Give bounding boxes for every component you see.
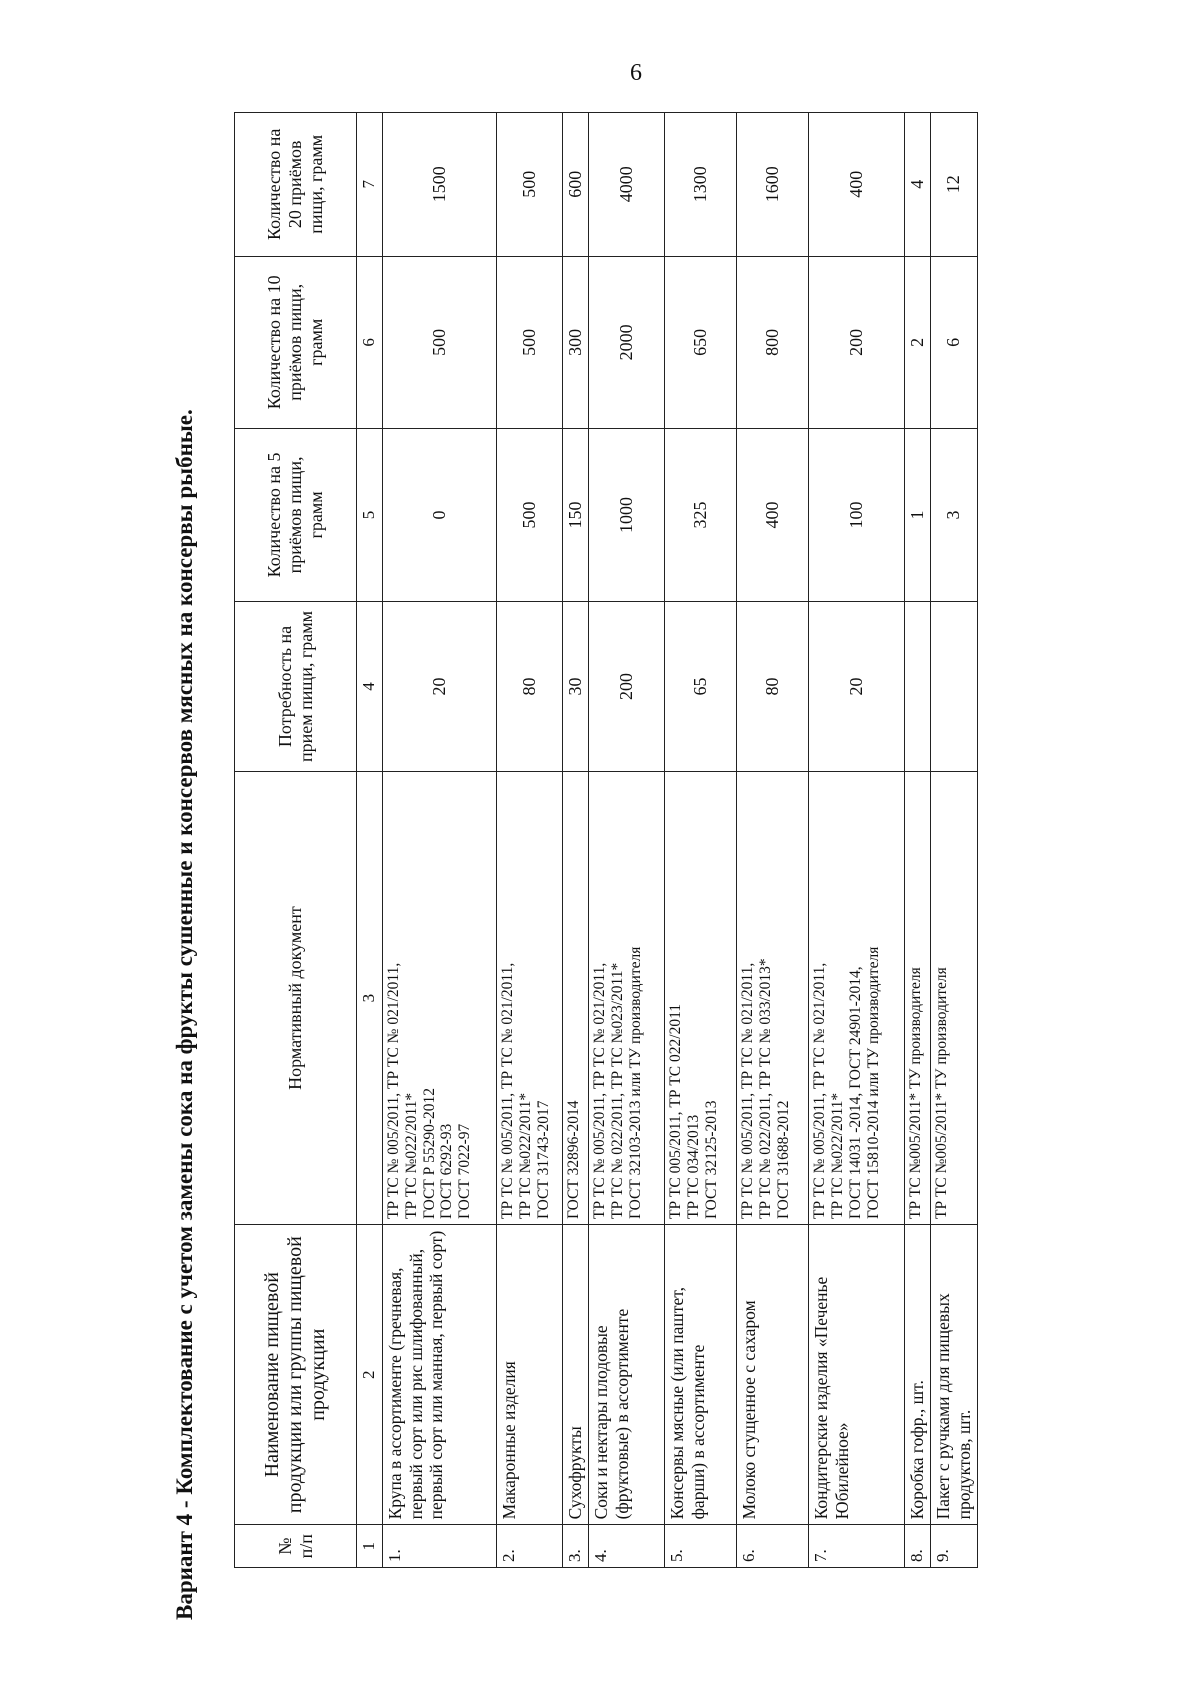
qty-20-meals: 500 [497, 113, 563, 257]
row-number: 4. [589, 1525, 665, 1568]
qty-10-meals: 500 [383, 256, 497, 429]
normative-document [563, 772, 589, 1225]
qty-10-meals: 2000 [589, 256, 665, 429]
product-name: Молоко сгущенное с сахаром [737, 1225, 809, 1525]
row-number: 1. [383, 1525, 497, 1568]
product-name: Пакет с ручками для пищевых продуктов, шт. [931, 1225, 977, 1525]
qty-5-meals: 1 [905, 429, 931, 602]
qty-5-meals: 3 [931, 429, 977, 602]
qty-5-meals: 325 [665, 429, 737, 602]
table-row [809, 113, 905, 1568]
qty-10-meals: 500 [497, 256, 563, 429]
page-number: 6 [630, 60, 642, 86]
document-title: Вариант 4 - Комплектование с учетом замены сока на фрукты сушенные и консервов мясных на консервы рыбные. [172, 409, 197, 1620]
row-number: 3. [563, 1525, 589, 1568]
document-line: ТР ТС №005/2011* ТУ производителя [907, 967, 925, 1219]
column-number: 5 [357, 429, 383, 602]
document-line: ТР ТС №005/2011* ТУ производителя [933, 967, 951, 1219]
table-row [589, 113, 665, 1568]
column-number: 1 [357, 1525, 383, 1568]
qty-10-meals: 300 [563, 256, 589, 429]
column-number-row [357, 113, 383, 1568]
qty-20-meals: 4 [905, 113, 931, 257]
product-name: Кондитерские изделия «Печенье Юбилейное» [809, 1225, 905, 1525]
document-line: ТР ТС № 005/2011, ТР ТС № 021/2011, [591, 962, 609, 1219]
normative-document [809, 772, 905, 1225]
document-line: ГОСТ Р 55290-2012 [420, 1087, 438, 1219]
normative-document [931, 772, 977, 1225]
table-row [563, 113, 589, 1568]
row-number: 6. [737, 1525, 809, 1568]
document-line: ГОСТ 32125-2013 [702, 1100, 720, 1219]
normative-document [589, 772, 665, 1225]
need-per-meal: 30 [563, 601, 589, 771]
need-per-meal: 200 [589, 601, 665, 771]
row-number: 9. [931, 1525, 977, 1568]
normative-document [665, 772, 737, 1225]
document-line: ТР ТС № 022/2011, ТР ТС № 033/2013* [757, 958, 775, 1219]
header-name: Наименование пищевой продукции или группы пищевой продукции [235, 1225, 357, 1525]
need-per-meal: 20 [809, 601, 905, 771]
header-need: Потребность на прием пищи, грамм [235, 601, 357, 771]
need-per-meal: 65 [665, 601, 737, 771]
document-line: ТР ТС №022/2011* [516, 1092, 534, 1219]
table-header-row [235, 113, 357, 1568]
need-per-meal: 20 [383, 601, 497, 771]
normative-document [383, 772, 497, 1225]
qty-20-meals: 4000 [589, 113, 665, 257]
document-line: ГОСТ 6292-93 [438, 1123, 456, 1219]
document-line: ТР ТС № 005/2011, ТР ТС № 021/2011, [739, 962, 757, 1219]
product-name: Сухофрукты [563, 1225, 589, 1525]
document-line: ГОСТ 15810-2014 или ТУ производителя [864, 946, 882, 1219]
qty-5-meals: 500 [497, 429, 563, 602]
table-row [737, 113, 809, 1568]
document-line: ГОСТ 14031 -2014, ГОСТ 24901-2014, [846, 966, 864, 1219]
qty-5-meals: 400 [737, 429, 809, 602]
table-row [905, 113, 931, 1568]
need-per-meal: 80 [497, 601, 563, 771]
qty-20-meals: 1300 [665, 113, 737, 257]
column-number: 7 [357, 113, 383, 257]
product-name: Макаронные изделия [497, 1225, 563, 1525]
document-line: ТР ТС №022/2011* [402, 1092, 420, 1219]
table-row [931, 113, 977, 1568]
document-line: ТР ТС № 005/2011, ТР ТС № 021/2011, [385, 962, 402, 1219]
provisions-table [234, 112, 978, 1568]
qty-20-meals: 1600 [737, 113, 809, 257]
qty-10-meals: 6 [931, 256, 977, 429]
header-qty20: Количество на 20 приёмов пищи, грамм [235, 113, 357, 257]
rotated-content [150, 100, 1050, 1620]
normative-document [737, 772, 809, 1225]
table-row [665, 113, 737, 1568]
qty-10-meals: 200 [809, 256, 905, 429]
document-line: ТР ТС №022/2011* [829, 1092, 847, 1219]
header-qty10: Количество на 10 приёмов пищи, грамм [235, 256, 357, 429]
product-name: Соки и нектары плодовые (фруктовые) в ассортименте [589, 1225, 665, 1525]
document-line: ТР ТС № 005/2011, ТР ТС № 021/2011, [499, 962, 516, 1219]
table-row [383, 113, 497, 1568]
qty-20-meals: 1500 [383, 113, 497, 257]
document-line: ГОСТ 7022-97 [456, 1123, 474, 1219]
document-line: ТР ТС № 022/2011, ТР ТС №023/2011* [609, 962, 627, 1219]
document-line: ТР ТС 034/2013 [685, 1114, 703, 1219]
row-number: 7. [809, 1525, 905, 1568]
normative-document [905, 772, 931, 1225]
qty-10-meals: 650 [665, 256, 737, 429]
qty-20-meals: 600 [563, 113, 589, 257]
header-qty5: Количество на 5 приёмов пищи, грамм [235, 429, 357, 602]
row-number: 2. [497, 1525, 563, 1568]
row-number: 5. [665, 1525, 737, 1568]
product-name: Консервы мясные (или паштет, фарши) в ассортименте [665, 1225, 737, 1525]
document-line: ГОСТ 31743-2017 [534, 1100, 552, 1219]
normative-document [497, 772, 563, 1225]
header-num: № п/п [235, 1525, 357, 1568]
column-number: 3 [357, 772, 383, 1225]
column-number: 4 [357, 601, 383, 771]
qty-5-meals: 150 [563, 429, 589, 602]
need-per-meal: 80 [737, 601, 809, 771]
qty-20-meals: 400 [809, 113, 905, 257]
document-line: ТР ТС 005/2011, ТР ТС 022/2011 [667, 1003, 685, 1219]
qty-20-meals: 12 [931, 113, 977, 257]
product-name: Крупа в ассортименте (гречневая, первый сорт или рис шлифованный, первый сорт или манная, первый сорт) [383, 1225, 497, 1525]
qty-5-meals: 100 [809, 429, 905, 602]
qty-10-meals: 2 [905, 256, 931, 429]
column-number: 2 [357, 1225, 383, 1525]
row-number: 8. [905, 1525, 931, 1568]
column-number: 6 [357, 256, 383, 429]
table-body [383, 113, 978, 1568]
document-line: ГОСТ 31688-2012 [774, 1100, 792, 1219]
document-line: ТР ТС № 005/2011, ТР ТС № 021/2011, [811, 962, 829, 1219]
document-line: ГОСТ 32103-2013 или ТУ производителя [626, 946, 644, 1219]
header-doc: Нормативный документ [235, 772, 357, 1225]
qty-10-meals: 800 [737, 256, 809, 429]
product-name: Коробка гофр., шт. [905, 1225, 931, 1525]
qty-5-meals: 0 [383, 429, 497, 602]
qty-5-meals: 1000 [589, 429, 665, 602]
table-row [497, 113, 563, 1568]
need-per-meal [905, 601, 931, 771]
need-per-meal [931, 601, 977, 771]
document-line: ГОСТ 32896-2014 [565, 1100, 582, 1219]
